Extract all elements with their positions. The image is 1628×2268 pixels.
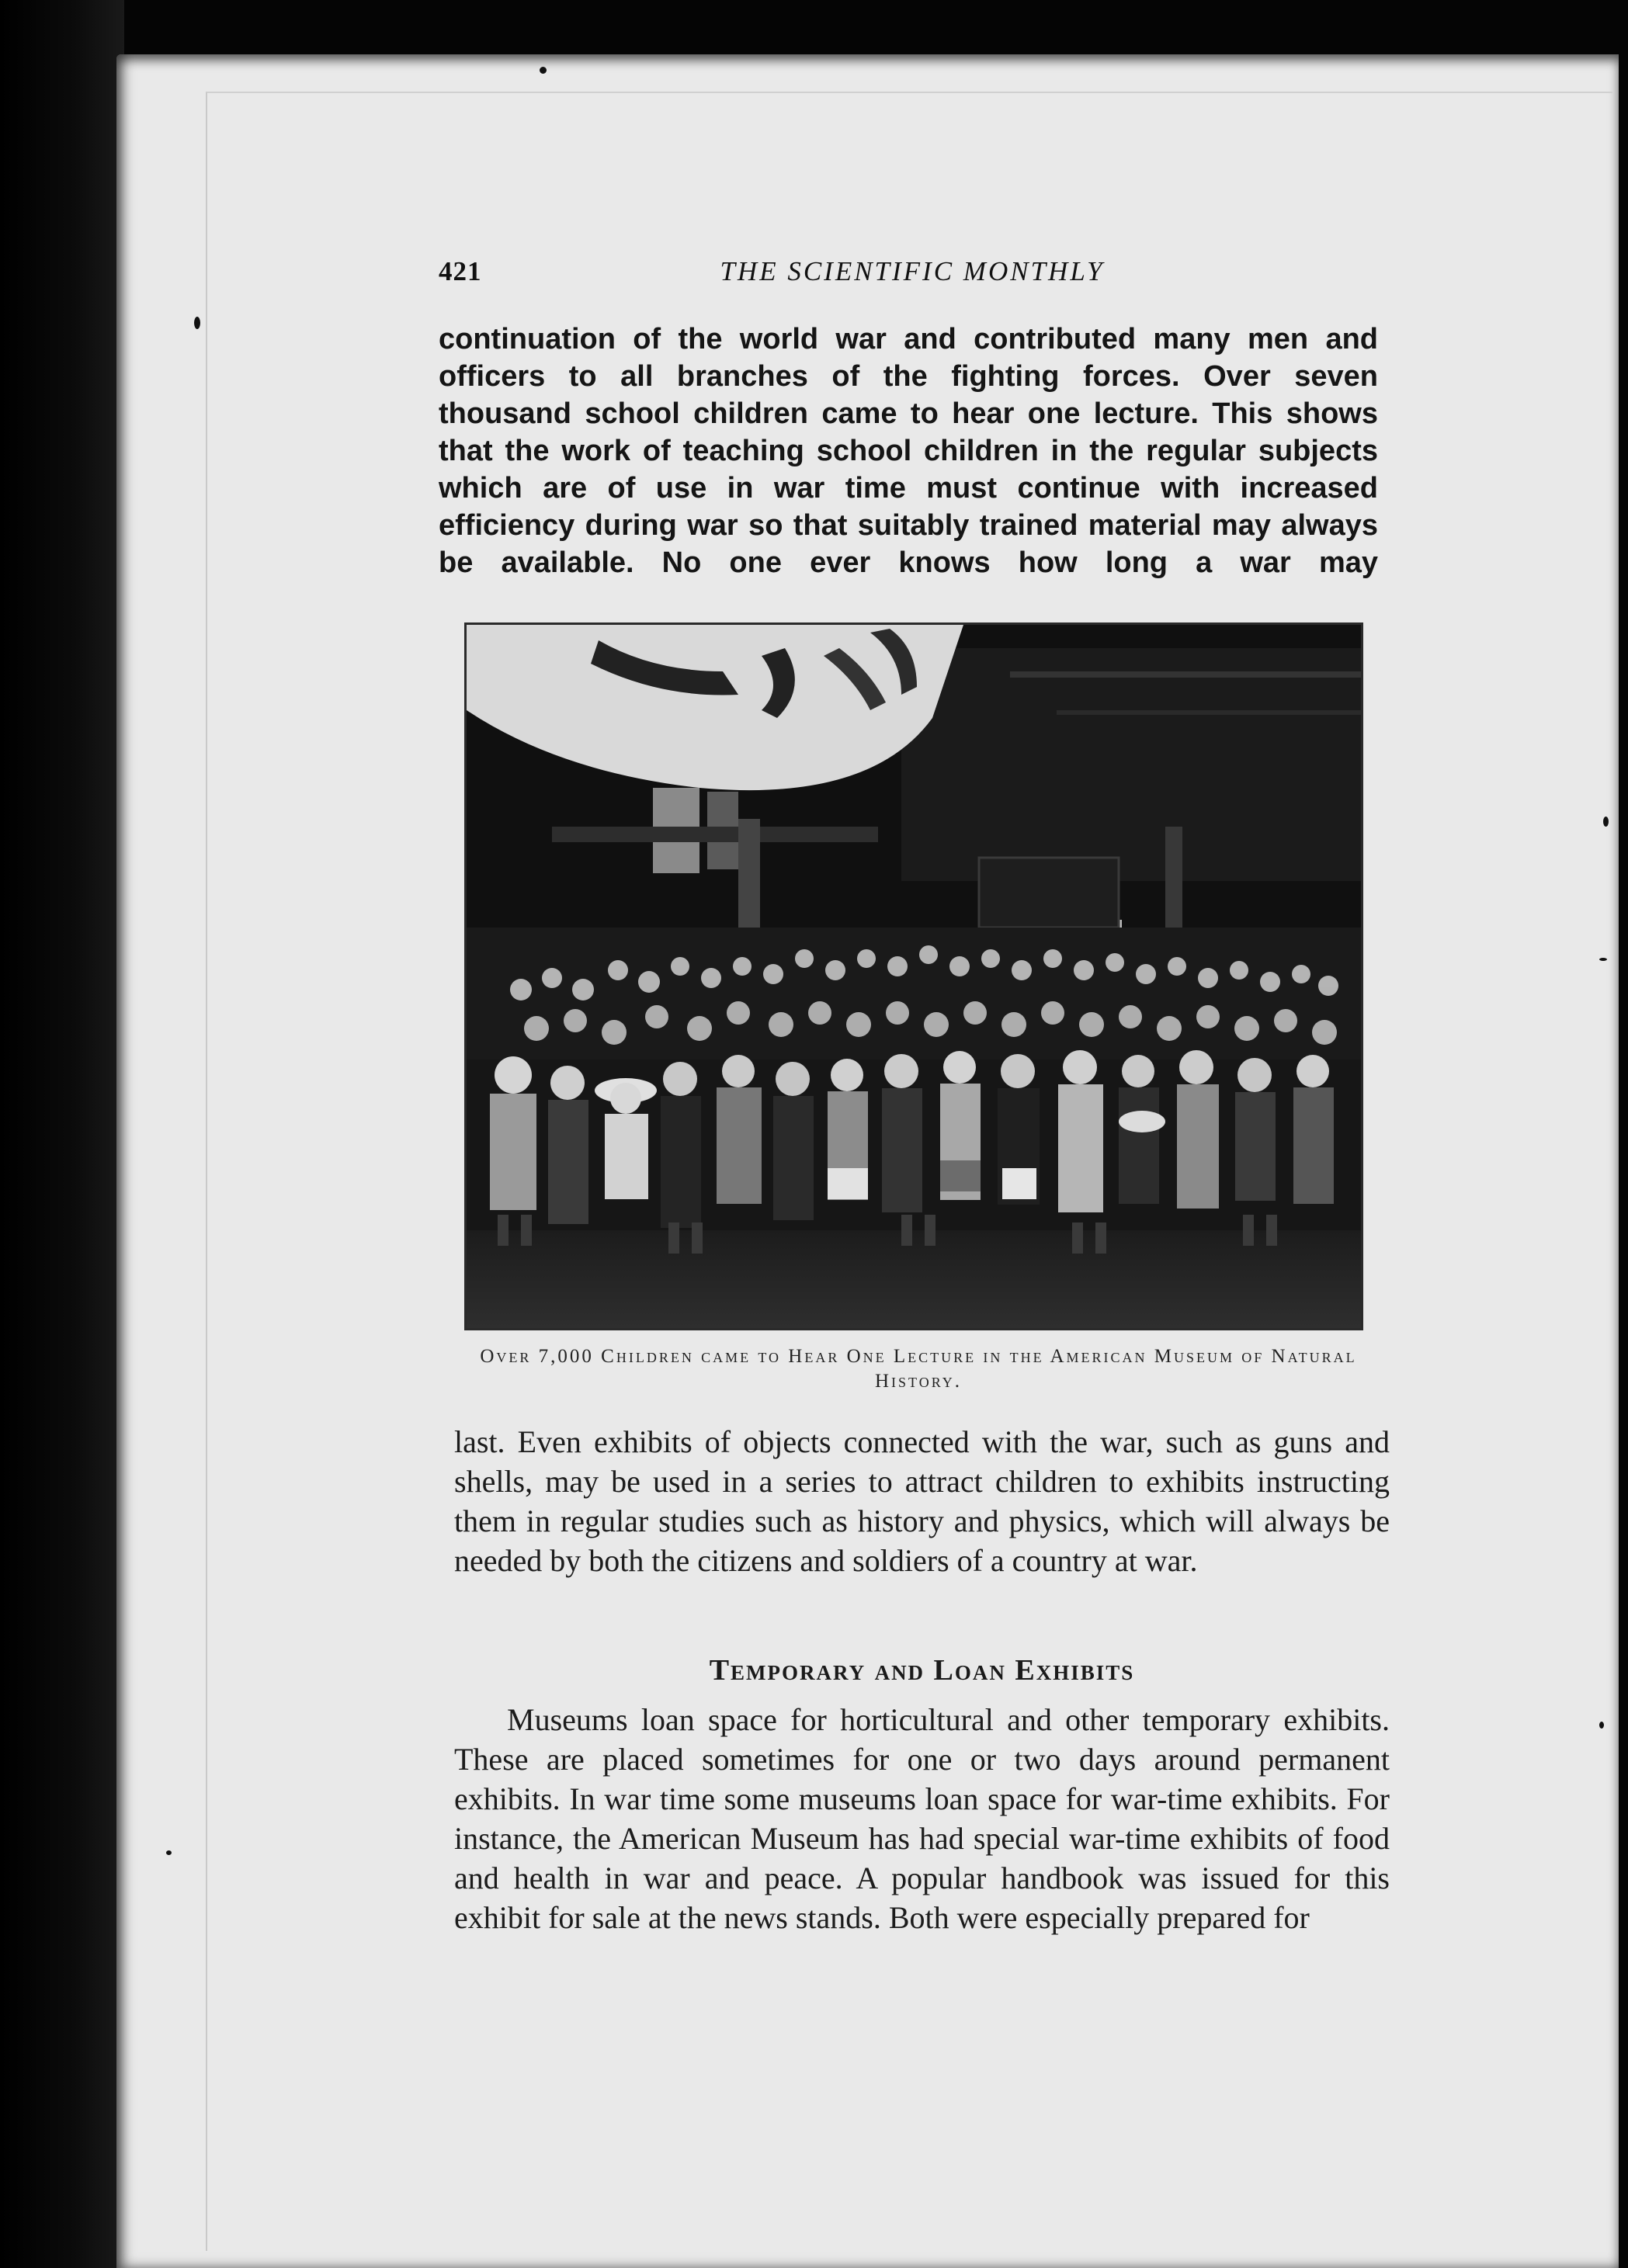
scan-speck <box>1599 958 1607 961</box>
photograph-children-crowd <box>464 622 1363 1330</box>
running-head <box>439 256 1386 295</box>
photograph-image <box>467 625 1361 1328</box>
figure-caption: Over 7,000 Children came to Hear One Lecture in the American Museum of Natural History. <box>480 1346 1357 1392</box>
scan-speck <box>1599 1722 1604 1729</box>
scan-speck <box>540 67 547 74</box>
scan-speck <box>1603 817 1609 827</box>
journal-title: THE SCIENTIFIC MONTHLY <box>720 256 1105 286</box>
scan-border <box>0 0 124 2268</box>
body-paragraph-top: continuation of the world war and contributed many men and officers to all branches of the fighting forces. Over seven thousand school children came to hear one lecture. This shows that the work of teaching school children in the regular subjects which are of use in war time must continue with increased efficiency during war so that suitably trained material may always be available. No one ever knows how long a war may <box>439 323 1378 579</box>
body-paragraph-section: Museums loan space for horticultural and other temporary exhibits. These are placed sometimes for one or two days around permanent exhibits. In war time some museums loan space for war-time exhibits. For instance, the American Museum has had special war-time exhibits of food and health in war and peace. A popular handbook was issued for this exhibit for sale at the news stands. Both were especially prepared for <box>454 1702 1390 1935</box>
scan-speck <box>166 1850 172 1855</box>
page-number: 421 <box>439 256 482 286</box>
section-heading: Temporary and Loan Exhibits <box>709 1654 1135 1687</box>
scan-speck <box>194 317 200 329</box>
body-paragraph-after-figure: last. Even exhibits of objects connected with the war, such as guns and shells, may be used in a series to attract children to exhibits instructing them in regular studies such as history and physics, which will always be needed by both the citizens and soldiers of a country at war. <box>454 1424 1390 1578</box>
